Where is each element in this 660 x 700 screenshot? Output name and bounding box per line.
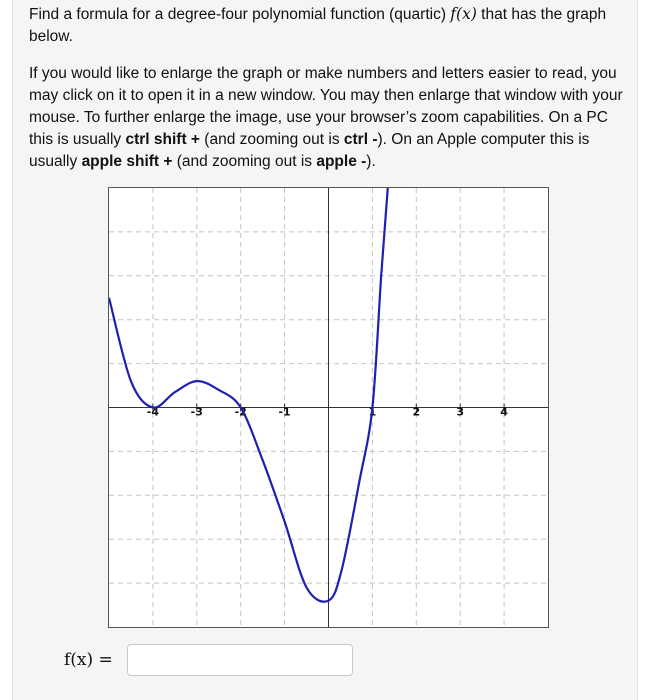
instr-ctrl-minus: ctrl - — [343, 131, 378, 148]
x-tick-label: -1 — [278, 405, 291, 419]
intro-text-start: Find a formula for a degree-four polynomial function (quartic) — [29, 6, 451, 23]
x-tick-label: 1 — [368, 405, 377, 419]
axes — [109, 188, 548, 627]
instr-text-4: (and zooming out is — [172, 153, 317, 170]
instr-text-2: (and zooming out is — [200, 131, 344, 148]
x-tick-label: -4 — [146, 405, 160, 419]
question-intro — [29, 3, 629, 48]
instr-text-3: ). On an Apple computer this is usually — [29, 131, 590, 170]
x-tick-label: -3 — [190, 405, 203, 419]
instr-text-5: ). — [366, 153, 376, 170]
instr-text-1: If you would like to enlarge the graph or make numbers and letters easier to read, you may click on it to open it in a new window. You may then enlarge that window with your mouse. To further enlarge the image, use your browser’s zoom capabilities. On a PC this is usually — [29, 65, 623, 148]
instr-apple-minus: apple - — [316, 153, 367, 170]
answer-row — [64, 642, 353, 678]
x-tick-label: -2 — [234, 405, 247, 419]
x-tick-label: 4 — [500, 405, 508, 419]
x-tick-label: 3 — [456, 405, 465, 419]
polynomial-graph[interactable] — [108, 187, 549, 628]
intro-text-end: that has the graph below. — [29, 6, 607, 45]
answer-input[interactable] — [127, 644, 353, 676]
intro-math-fx: f(x) — [450, 5, 477, 23]
x-tick-label: 2 — [412, 405, 421, 419]
instr-ctrl-shift-plus: ctrl shift + — [125, 131, 200, 148]
graph-svg — [109, 188, 548, 627]
enlarge-instructions — [29, 63, 629, 173]
answer-label: f(x) = — [64, 650, 113, 670]
instr-apple-shift-plus: apple shift + — [81, 153, 173, 170]
